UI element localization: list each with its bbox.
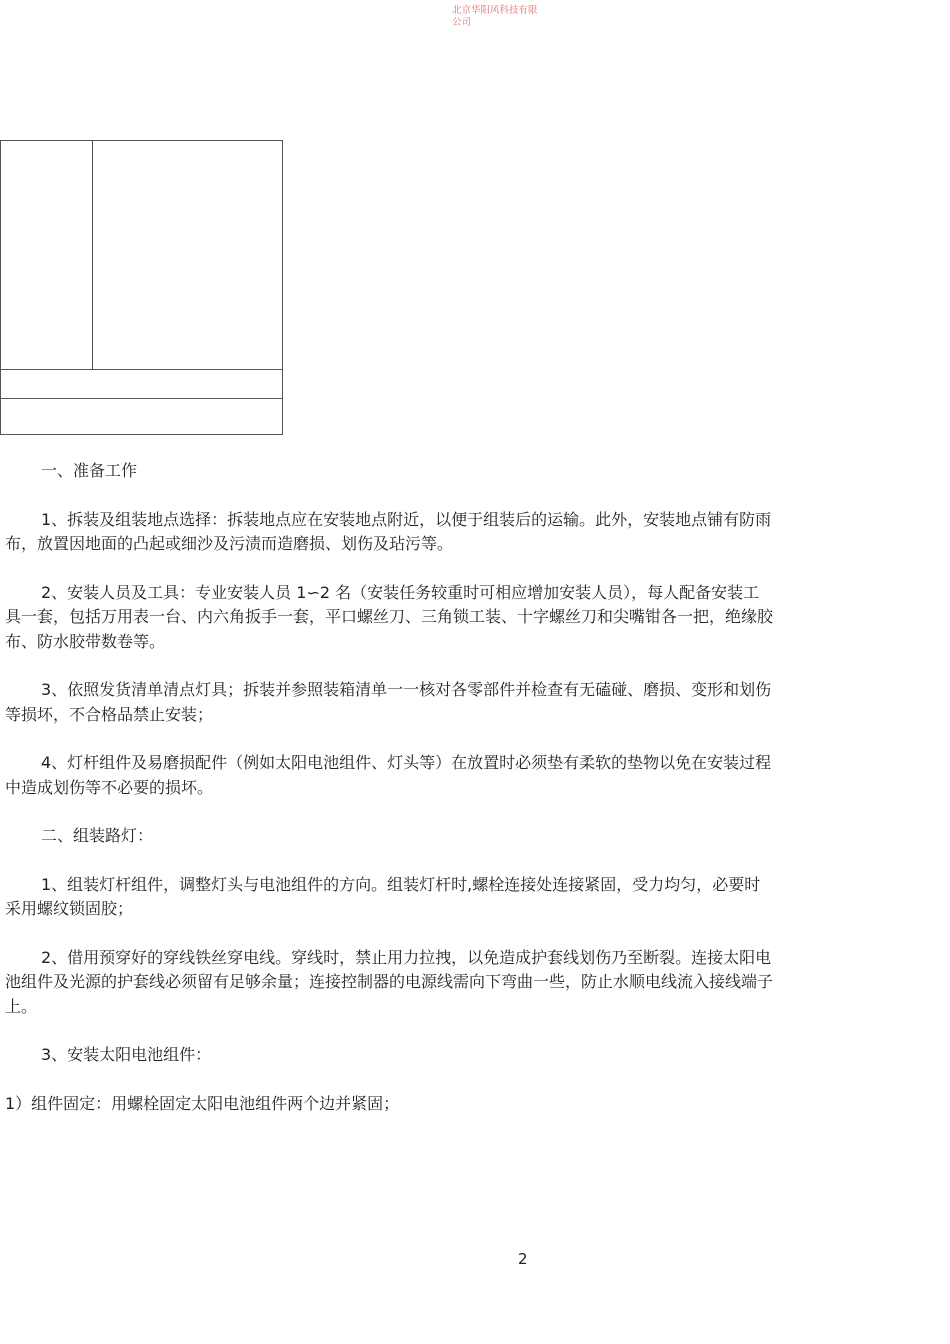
table-cell-right xyxy=(93,141,282,369)
table-cell-left xyxy=(1,141,93,369)
paragraph-soft-padding: 4、灯杆组件及易磨损配件（例如太阳电池组件、灯头等）在放置时必须垫有柔软的垫物以免在安装过程中造成划伤等不必要的损坏。 xyxy=(5,753,772,797)
paragraph-site-selection: 1、拆装及组装地点选择：拆装地点应在安装地点附近，以便于组装后的运输。此外，安装地点铺有防雨布，放置因地面的凸起或细沙及污渍而造磨损、划伤及玷污等。 xyxy=(5,509,772,553)
section-heading-preparation: 一、准备工作 xyxy=(41,461,138,480)
paragraph-inventory-check: 3、依照发货清单清点灯具；拆装并参照装箱清单一一核对各零部件并检查有无磕碰、磨损、变形和划伤等损坏，不合格品禁止安装； xyxy=(5,680,772,724)
paragraph-module-fixing: 1）组件固定：用螺栓固定太阳电池组件两个边并紧固； xyxy=(5,1093,400,1113)
table-row-3 xyxy=(1,398,282,434)
page-number: 2 xyxy=(518,1250,528,1268)
document-body xyxy=(5,459,775,1140)
empty-table xyxy=(0,140,283,435)
paragraph-wiring: 2、借用预穿好的穿线铁丝穿电线。穿线时，禁止用力拉拽，以免造成护套线划伤乃至断裂。连接太阳电池组件及光源的护套线必须留有足够余量；连接控制器的电源线需向下弯曲一些，防止水顺电线流入接线端子上。 xyxy=(5,947,774,1016)
paragraph-pole-assembly: 1、组装灯杆组件，调整灯头与电池组件的方向。组装灯杆时,螺栓连接处连接紧固，受力均匀，必要时采用螺纹锁固胶； xyxy=(5,874,761,918)
table-row-2 xyxy=(1,369,282,398)
header-company-line1: 北京华阳风科技有限 xyxy=(452,5,538,16)
header-company-watermark xyxy=(452,5,562,29)
header-company-line2: 公司 xyxy=(452,17,472,28)
section-heading-assembly: 二、组装路灯： xyxy=(41,826,154,845)
paragraph-personnel-tools: 2、安装人员及工具：专业安装人员 1∽2 名（安装任务较重时可相应增加安装人员），每人配备安装工具一套，包括万用表一台、内六角扳手一套，平口螺丝刀、三角锁工装、十字螺丝刀和尖嘴钳各一把，绝缘胶布、防水胶带数卷等。 xyxy=(5,582,774,651)
paragraph-solar-module-heading: 3、安装太阳电池组件： xyxy=(41,1045,212,1064)
